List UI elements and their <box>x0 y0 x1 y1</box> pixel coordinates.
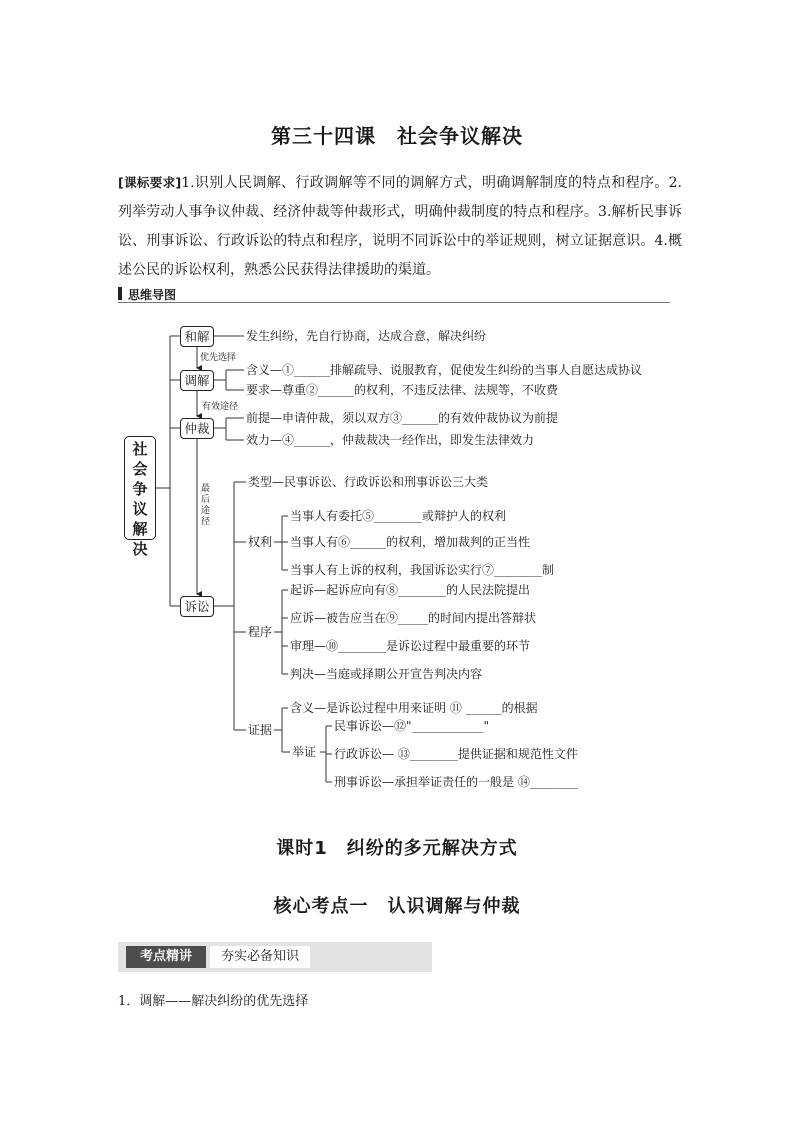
chengxu-label: 程序 <box>248 625 273 639</box>
chengxu-item-3: 审理—⑩________是诉讼过程中最重要的环节 <box>290 639 531 653</box>
core-point-title: 核心考点一 认识调解与仲裁 <box>273 896 521 917</box>
susong-type: 类型—民事诉讼、行政诉讼和刑事诉讼三大类 <box>248 475 489 489</box>
kaodian-bar <box>118 942 432 972</box>
node-tiaojie: 调解 <box>180 370 214 391</box>
node-hejie: 和解 <box>180 326 214 347</box>
requirements-tag: [课标要求] <box>118 175 182 190</box>
page-title: 第三十四课 社会争议解决 <box>271 124 523 148</box>
juzheng-item-1: 民事诉讼—⑫"____________" <box>334 719 490 733</box>
tiaojie-item-1: 含义—①______排解疏导、说服教育，促使发生纠纷的当事人自愿达成协议 <box>246 363 643 377</box>
zhengju-hanyi: 含义—是诉讼过程中用来证明 ⑪ ______的根据 <box>290 701 538 715</box>
quanli-item-3: 当事人有上诉的权利，我国诉讼实行⑦________制 <box>290 563 555 577</box>
mindmap-root-label: 社会争议解决 <box>132 440 148 558</box>
mindmap-root <box>124 436 156 558</box>
zhongcai-item-1: 前提—申请仲裁，须以双方③______的有效仲裁协议为前提 <box>246 411 559 425</box>
chengxu-item-4: 判决—当庭或择期公开宣告判决内容 <box>290 667 483 681</box>
kaodian-dark-label: 考点精讲 <box>126 946 206 968</box>
lesson-title: 课时1 纠纷的多元解决方式 <box>276 838 518 859</box>
node-zhongcai: 仲裁 <box>180 418 214 439</box>
arrow-label-youxian: 优先选择 <box>200 353 237 363</box>
requirements-text: 1.识别人民调解、行政调解等不同的调解方式，明确调解制度的特点和程序。2.列举劳动人事争议仲裁、经济仲裁等仲裁形式，明确仲裁制度的特点和程序。3.解析民事诉讼、刑事诉讼、行政诉讼的特点和程序，说明不同诉讼中的举证规则，树立证据意识。4.概述公民的诉讼权利，熟悉公民获得法律援助的渠道。 <box>118 175 682 278</box>
hejie-text: 发生纠纷，先自行协商，达成合意，解决纠纷 <box>246 329 487 343</box>
chengxu-item-2: 应诉—被告应当在⑨_____的时间内提出答辩状 <box>290 611 537 625</box>
juzheng-item-2: 行政诉讼— ⑬________提供证据和规范性文件 <box>334 747 578 761</box>
quanli-item-1: 当事人有委托⑤________或辩护人的权利 <box>290 509 507 523</box>
juzheng-label: 举证 <box>292 745 317 759</box>
zhengju-label: 证据 <box>248 723 273 737</box>
chengxu-item-1: 起诉—起诉应向有⑧________的人民法院提出 <box>290 583 531 597</box>
tiaojie-item-2: 要求—尊重②______的权利，不违反法律、法规等，不收费 <box>246 383 559 397</box>
arrow-label-youxiao: 有效途径 <box>202 402 239 412</box>
node-susong: 诉讼 <box>180 596 214 617</box>
quanli-item-2: 当事人有⑥______的权利，增加裁判的正当性 <box>290 535 531 549</box>
kaodian-light-label: 夯实必备知识 <box>210 946 310 968</box>
mindmap-heading-label: 思维导图 <box>128 288 177 302</box>
point-1: 1．调解——解决纠纷的优先选择 <box>118 994 309 1009</box>
quanli-label: 权利 <box>248 535 273 549</box>
arrow-label-zuihou: 最后途径 <box>201 484 211 527</box>
juzheng-item-3: 刑事诉讼—承担举证责任的一般是 ⑭________ <box>334 775 578 789</box>
zhongcai-item-2: 效力—④______，仲裁裁决一经作出，即发生法律效力 <box>246 433 535 447</box>
